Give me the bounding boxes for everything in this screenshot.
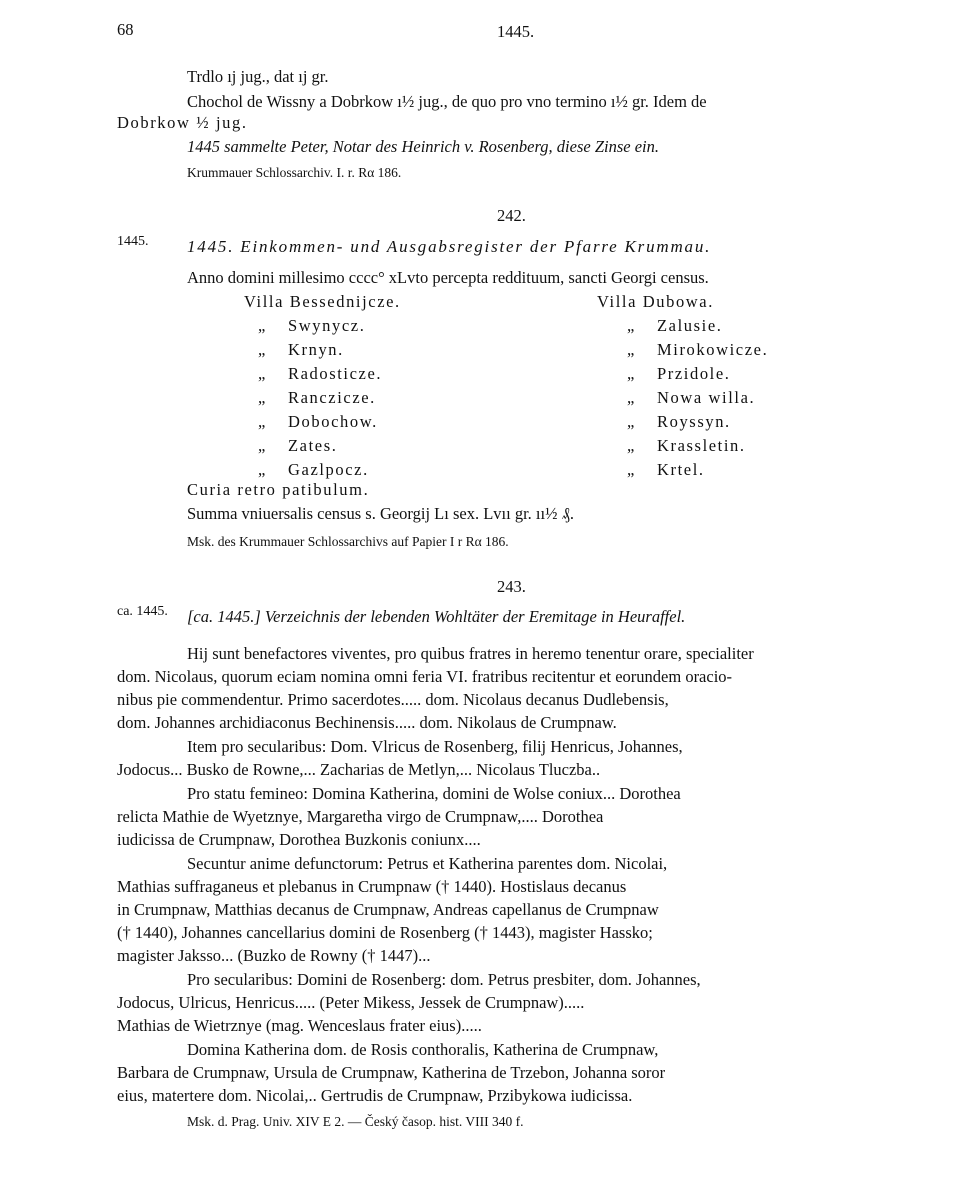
intro-line-1: Trdlo ıj jug., dat ıj gr. [187,67,329,86]
villa-left-row [258,316,365,336]
doc-243-line-1: Hij sunt benefactores viventes, pro quibus fratres in heremo tenentur orare, specialiter [187,644,754,663]
villa-left-1: Swynycz. [288,316,366,335]
villa-left-row [258,340,344,360]
intro-note: 1445 sammelte Peter, Notar des Heinrich v. Rosenberg, diese Zinse ein. [187,137,659,156]
villa-left-row [258,388,376,408]
ditto-mark: „ [627,316,636,335]
doc-242-source: Msk. des Krummauer Schlossarchivs auf Papier I r Rα 186. [187,534,509,549]
villa-right-row [627,436,746,456]
villa-right-row [627,388,755,408]
doc-243-line-18: Domina Katherina dom. de Rosis conthoralis, Katherina de Crumpnaw, [187,1040,659,1059]
villa-left-row [258,412,378,432]
doc-243-line-9: iudicissa de Crumpnaw, Dorothea Buzkonis coniunx.... [117,830,481,849]
doc-243-line-3: nibus pie commendentur. Primo sacerdotes..... dom. Nicolaus decanus Dudlebensis, [117,690,669,709]
doc-243-line-8: relicta Mathie de Wyetznye, Margaretha virgo de Crumpnaw,.... Dorothea [117,807,604,826]
villa-right-5: Royssyn. [657,412,731,431]
villa-right-1: Zalusie. [657,316,723,335]
villa-left-0: Villa Bessednijcze. [244,292,401,311]
villa-left-row [258,436,337,456]
doc-243-line-13: († 1440), Johannes cancellarius domini de Rosenberg († 1443), magister Hassko; [117,923,653,942]
villa-left-2: Krnyn. [288,340,344,359]
doc-243-line-20: eius, matertere dom. Nicolai,.. Gertrudis de Crumpnaw, Przibykowa iudicissa. [117,1086,633,1105]
doc-243-line-2: dom. Nicolaus, quorum eciam nomina omni feria VI. fratribus recitentur et eorundem oracio- [117,667,733,686]
doc-243-line-19: Barbara de Crumpnaw, Ursula de Crumpnaw, Katherina de Trzebon, Johanna soror [117,1063,666,1082]
doc-243-line-16: Jodocus, Ulricus, Henricus..... (Peter Mikess, Jessek de Crumpnaw)..... [117,993,585,1012]
ditto-mark: „ [627,340,636,359]
villa-left-row [258,460,369,480]
villa-right-6: Krassletin. [657,436,746,455]
ditto-mark: „ [258,436,267,455]
running-year: 1445. [497,22,535,41]
doc-242-curia: Curia retro patibulum. [187,480,370,499]
intro-line-3: Dobrkow ½ jug. [117,113,248,132]
villa-left-row [258,364,382,384]
doc-243-number: 243. [497,577,526,596]
ditto-mark: „ [627,364,636,383]
doc-242-summa: Summa vniuersalis census s. Georgij Lı sex. Lvıı gr. ıı½ ₰. [187,504,574,523]
ditto-mark: „ [258,412,267,431]
intro-source: Krummauer Schlossarchiv. I. r. Rα 186. [187,165,402,180]
doc-242-number: 242. [497,206,526,225]
doc-242-heading: 1445. Einkommen- und Ausgabsregister der Pfarre Krummau. [187,237,712,256]
villa-right-4: Nowa willa. [657,388,756,407]
villa-right-row [627,316,723,336]
ditto-mark: „ [627,460,636,479]
villa-right-0: Villa Dubowa. [597,292,714,311]
villa-left-4: Ranczicze. [288,388,376,407]
doc-243-line-12: in Crumpnaw, Matthias decanus de Crumpnaw, Andreas capellanus de Crumpnaw [117,900,659,919]
ditto-mark: „ [258,364,267,383]
doc-243-line-6: Jodocus... Busko de Rowne,... Zacharias de Metlyn,... Nicolaus Tluczba.. [117,760,601,779]
villa-right-row [627,460,705,480]
intro-line-2: Chochol de Wissny a Dobrkow ı½ jug., de quo pro vno termino ı½ gr. Idem de [187,92,707,111]
doc-243-margin-date: ca. 1445. [117,604,168,619]
doc-242-anno-line: Anno domini millesimo cccc° xLvto percepta reddituum, sancti Georgi census. [187,268,709,287]
villa-right-7: Krtel. [657,460,705,479]
doc-243-heading: [ca. 1445.] Verzeichnis der lebenden Wohltäter der Eremitage in Heuraffel. [187,607,686,626]
page-number: 68 [117,20,134,39]
villa-right-row [627,340,768,360]
doc-242-margin-date: 1445. [117,234,149,249]
doc-243-line-4: dom. Johannes archidiaconus Bechinensis..... dom. Nikolaus de Crumpnaw. [117,713,617,732]
doc-243-line-10: Secuntur anime defunctorum: Petrus et Katherina parentes dom. Nicolai, [187,854,668,873]
doc-243-line-7: Pro statu femineo: Domina Katherina, domini de Wolse coniux... Dorothea [187,784,681,803]
doc-243-line-15: Pro secularibus: Domini de Rosenberg: dom. Petrus presbiter, dom. Johannes, [187,970,701,989]
villa-left-7: Gazlpocz. [288,460,369,479]
ditto-mark: „ [258,460,267,479]
villa-right-3: Przidole. [657,364,731,383]
villa-right-row [627,364,731,384]
ditto-mark: „ [258,316,267,335]
ditto-mark: „ [627,412,636,431]
doc-243-line-11: Mathias suffraganeus et plebanus in Crumpnaw († 1440). Hostislaus decanus [117,877,627,896]
villa-left-5: Dobochow. [288,412,378,431]
ditto-mark: „ [258,388,267,407]
villa-left-3: Radosticze. [288,364,383,383]
doc-243-line-14: magister Jaksso... (Buzko de Rowny († 1447)... [117,946,431,965]
doc-243-line-5: Item pro secularibus: Dom. Vlricus de Rosenberg, filij Henricus, Johannes, [187,737,683,756]
villa-left-6: Zates. [288,436,338,455]
ditto-mark: „ [258,340,267,359]
doc-243-source: Msk. d. Prag. Univ. XIV E 2. — Český časop. hist. VIII 340 f. [187,1114,524,1129]
villa-right-row [627,412,731,432]
ditto-mark: „ [627,436,636,455]
villa-right-2: Mirokowicze. [657,340,769,359]
ditto-mark: „ [627,388,636,407]
doc-243-line-17: Mathias de Wietrznye (mag. Wenceslaus frater eius)..... [117,1016,482,1035]
